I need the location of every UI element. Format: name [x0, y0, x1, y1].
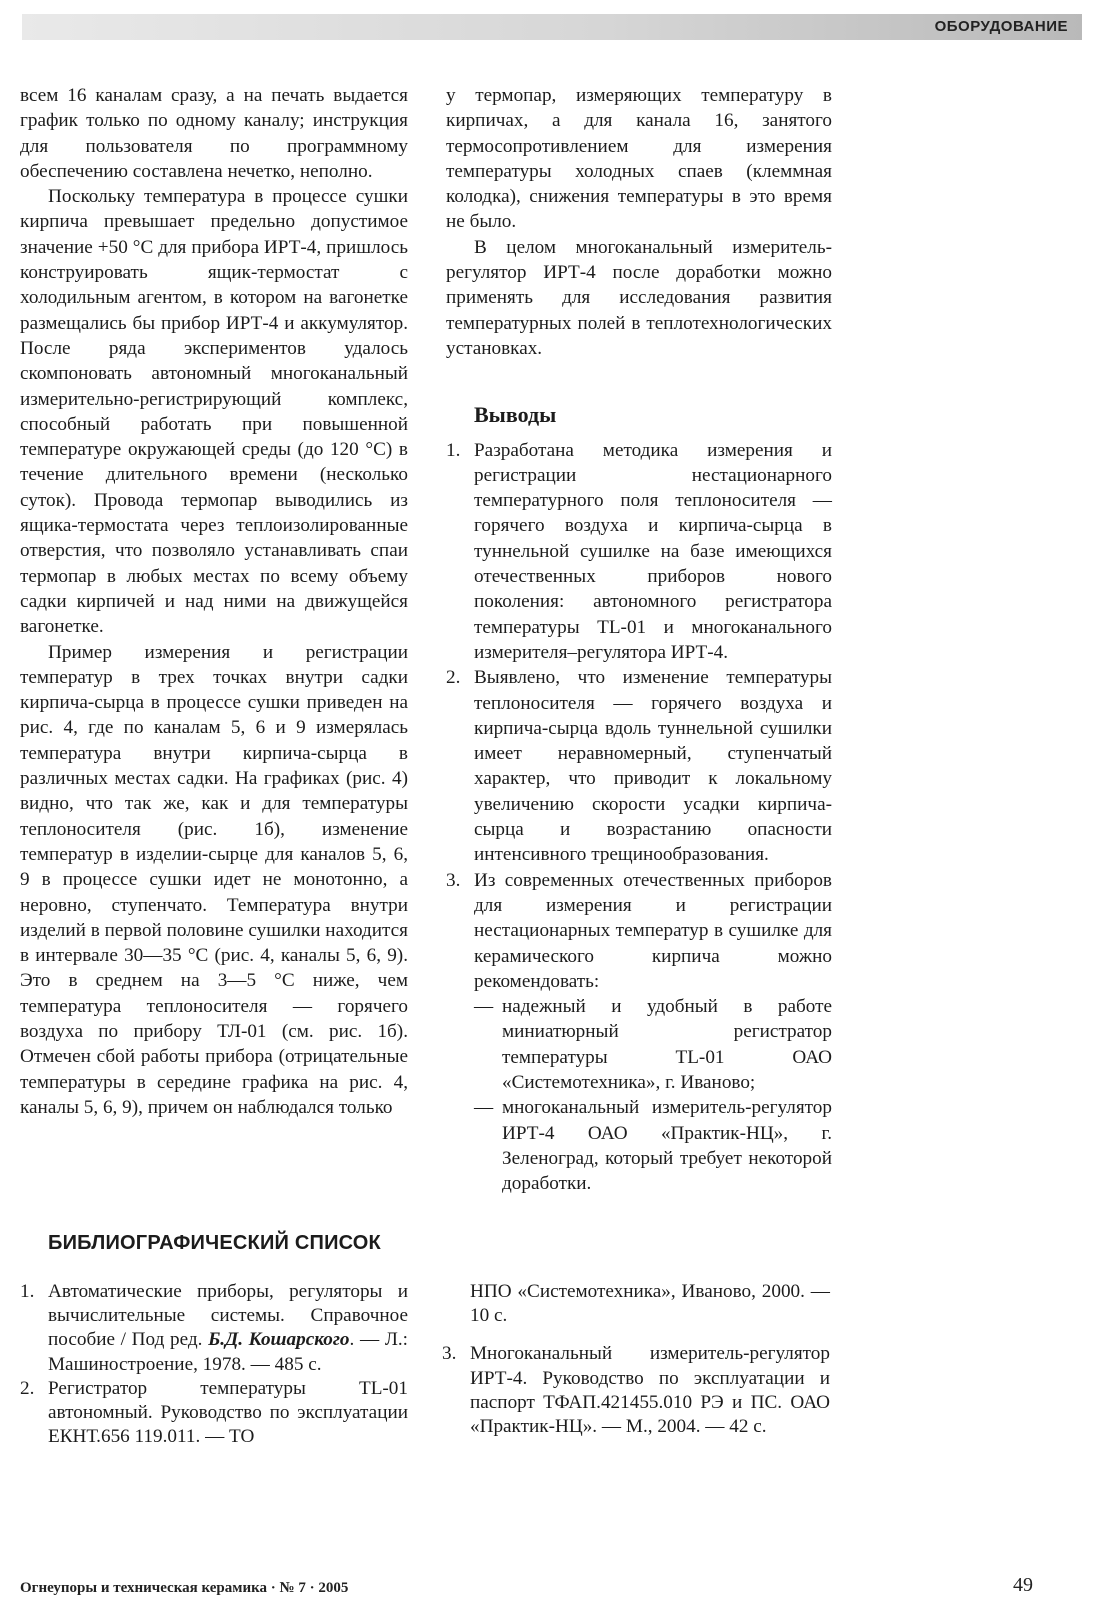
reference-text: Многоканальный измеритель-регулятор ИРТ-4. Руководство по эксплуатации и паспорт ТФАП.421455.010 РЭ и ПС. ОАО «Практик-НЦ». — М., 2004. — 42 с.: [470, 1343, 830, 1438]
conclusion-item: [446, 665, 832, 867]
reference-editor: Б.Д. Кошарского: [208, 1329, 350, 1351]
right-paragraph-1: у термопар, измеряющих температуру в кирпичах, а для канала 16, занятого термосопротивлением для измерения температуры холодных спаев (клеммная колодка), снижения температуры в это время не было.: [446, 85, 832, 233]
left-paragraph-3: Пример измерения и регистрации температур в трех точках внутри садки кирпича-сырца в процессе сушки приведен на рис. 4, где по каналам 5, 6 и 9 измерялась температура внутри кирпича-сырца в различных местах садки. На графиках (рис. 4) видно, что так же, как и для температуры теплоносителя (рис. 1б), изменение температур в изделии-сырце для каналов 5, 6, 9 в процессе сушки идет не монотонно, а неровно, ступенчато. Температура внутри изделий в первой половине сушилки находится в интервале 30—35 °С (рис. 4, каналы 5, 6, 9). Это в среднем на 3—5 °С ниже, чем температура теплоносителя — горячего воздуха по прибору ТЛ-01 (см. рис. 1б). Отмечен сбой работы прибора (отрицательные температуры в середине графика на рис. 4, каналы 5, 6, 9), причем он наблюдался только: [20, 641, 408, 1118]
conclusions-list: [446, 438, 832, 1197]
recommendation-text: надежный и удобный в работе миниатюрный регистратор температуры TL-01 ОАО «Системотехника», г. Иваново;: [502, 996, 832, 1093]
conclusion-text: Выявлено, что изменение температуры теплоносителя — горячего воздуха и кирпича-сырца вдоль туннельной сушилки имеет неравномерный, ступенчатый характер, что приводит к локальному увеличению скорости усадки кирпича-сырца и возрастанию опасности интенсивного трещинообразования.: [474, 667, 832, 866]
conclusion-text: Из современных отечественных приборов для измерения и регистрации нестационарных температур в сушилке для керамического кирпича можно рекомендовать:: [474, 869, 832, 992]
bibliography-heading: БИБЛИОГРАФИЧЕСКИЙ СПИСОК: [48, 1232, 381, 1254]
page-number: 49: [1013, 1574, 1033, 1596]
recommendation-item: [474, 994, 832, 1095]
left-paragraph-1: всем 16 каналам сразу, а на печать выдается график только по одному каналу; инструкция для пользователя по программному обеспечению составлена нечетко, неполно.: [20, 85, 408, 182]
journal-footer: Огнеупоры и техническая керамика · № 7 · 2005: [20, 1580, 349, 1596]
conclusion-item: [446, 868, 832, 1197]
bibliography-left: [20, 1280, 408, 1449]
header-bar: [22, 14, 1082, 40]
conclusion-number: 1.: [446, 439, 461, 461]
recommendation-text: многоканальный измеритель-регулятор ИРТ-4 ОАО «Практик-НЦ», г. Зеленоград, который требует некоторой доработки.: [502, 1097, 832, 1195]
conclusion-number: 3.: [446, 869, 461, 891]
reference-text-before: Автоматические приборы, регуляторы и вычислительные системы. Справочное пособие / Под ред.: [48, 1281, 408, 1351]
reference-3: [442, 1342, 830, 1439]
left-column: [20, 83, 408, 1120]
reference-2-continuation: НПО «Системотехника», Иваново, 2000. — 10 с.: [470, 1281, 830, 1327]
bibliography-right: [442, 1280, 830, 1439]
reference-text: Регистратор температуры TL-01 автономный. Руководство по эксплуатации ЕКНТ.656 119.011. — ТО: [48, 1377, 408, 1448]
dash-marker: —: [474, 1097, 494, 1119]
conclusion-item: [446, 438, 832, 666]
recommendations-list: [474, 994, 832, 1196]
reference-text-after: . — Л.: Машиностроение, 1978. — 485 с.: [48, 1329, 408, 1375]
reference-1: [20, 1280, 408, 1377]
conclusions-heading: Выводы: [474, 402, 557, 428]
reference-number: 1.: [20, 1281, 35, 1302]
recommendation-item: [474, 1095, 832, 1196]
left-paragraph-2: Поскольку температура в процессе сушки кирпича превышает предельно допустимое значение +50 °С для прибора ИРТ-4, пришлось конструировать ящик-термостат с холодильным агентом, в котором на вагонетке размещались бы прибор ИРТ-4 и аккумулятор. После ряда экспериментов удалось скомпоновать автономный многоканальный измерительно-регистрирующий комплекс, способный работать при повышенной температуре окружающей среды (до 120 °С) в течение длительного времени (несколько суток). Провода термопар выводились из ящика-термостата через теплоизолированные отверстия, что позволяло устанавливать спаи термопар в любых местах по всему объему садки кирпичей и над ними на движущейся вагонетке.: [20, 186, 408, 638]
right-paragraph-2: В целом многоканальный измеритель-регулятор ИРТ-4 после доработки можно применять для исследования развития температурных полей в теплотехнологических установках.: [446, 236, 832, 359]
conclusion-number: 2.: [446, 667, 461, 689]
reference-number: 2.: [20, 1377, 35, 1399]
section-label: ОБОРУДОВАНИЕ: [934, 18, 1068, 35]
right-column: [446, 83, 832, 1196]
conclusion-text: Разработана методика измерения и регистрации нестационарного температурного поля теплоносителя — горячего воздуха и кирпича-сырца в туннельной сушилке на базе имеющихся отечественных приборов нового поколения: автономного регистратора температуры TL-01 и многоканального измерителя–регулятора ИРТ-4.: [474, 439, 832, 663]
reference-number: 3.: [442, 1343, 457, 1365]
dash-marker: —: [474, 996, 494, 1018]
reference-2: [20, 1377, 408, 1450]
